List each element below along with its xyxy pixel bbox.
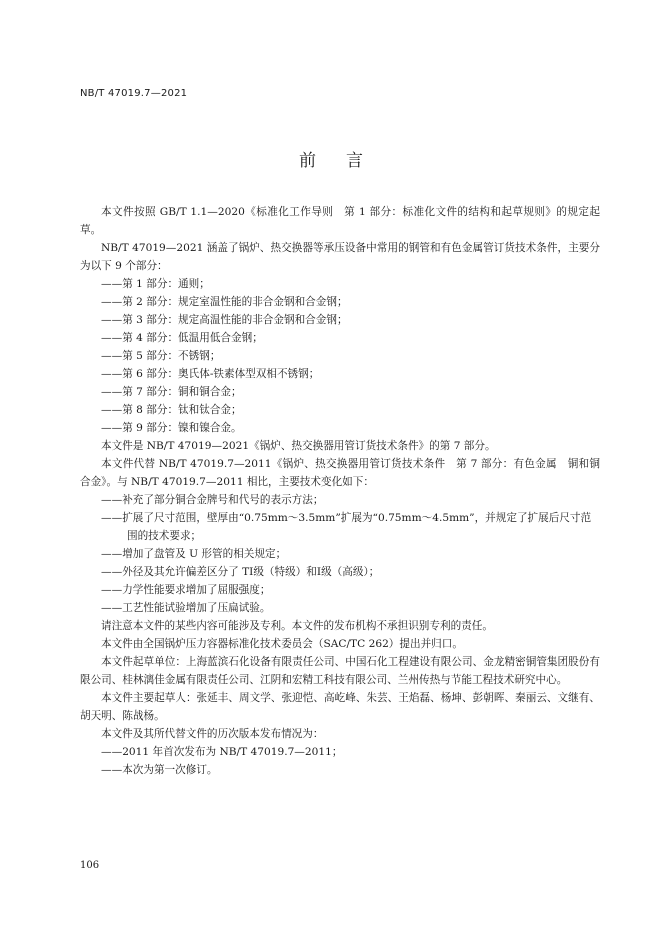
list-item-part: ——第 1 部分：通则； bbox=[101, 278, 210, 290]
list-item-change: ——扩展了尺寸范围，壁厚由“0.75mm～3.5mm”扩展为“0.75mm～4.5mm”，并规定了扩展后尺寸范围的技术要求； bbox=[101, 512, 592, 542]
list-item-part: ——第 3 部分：规定高温性能的非合金钢和合金钢； bbox=[101, 314, 348, 326]
list-item-history: ——本次为第一次修订。 bbox=[101, 764, 218, 776]
paragraph-history: 本文件及其所代替文件的历次版本发布情况为： bbox=[101, 728, 324, 740]
list-item-change: ——力学性能要求增加了屈服强度； bbox=[101, 584, 271, 596]
list-item-change: ——增加了盘管及 U 形管的相关规定； bbox=[101, 548, 287, 560]
paragraph-replacement: 本文件代替 NB/T 47019.7—2011《锅炉、热交换器用管订货技术条件 第 7 部分：有色金属 铜和铜合金》。与 NB/T 47019.7—2011 相比，主要技术变化如下： bbox=[80, 458, 600, 488]
paragraph-drafting-rules: 本文件按照 GB/T 1.1—2020《标准化工作导则 第 1 部分：标准化文件的结构和起草规则》的规定起草。 bbox=[80, 206, 600, 236]
paragraph-part-statement: 本文件是 NB/T 47019—2021《锅炉、热交换器用管订货技术条件》的第 7 部分。 bbox=[101, 440, 496, 452]
page-number: 106 bbox=[80, 860, 100, 871]
list-item-history: ——2011 年首次发布为 NB/T 47019.7—2011； bbox=[101, 746, 343, 758]
list-item-part: ——第 6 部分：奥氏体-铁素体型双相不锈钢； bbox=[101, 368, 320, 380]
paragraph-drafting-units: 本文件起草单位：上海蓝滨石化设备有限责任公司、中国石化工程建设有限公司、金龙精密铜管集团股份有限公司、桂林漓佳金属有限责任公司、江阴和宏精工科技有限公司、兰州传热与节能工程技术研究中心。 bbox=[80, 656, 600, 686]
list-item-change: ——补充了部分铜合金牌号和代号的表示方法； bbox=[101, 494, 324, 506]
list-item-part: ——第 9 部分：镍和镍合金。 bbox=[101, 422, 242, 434]
page-title: 前言 bbox=[299, 151, 393, 171]
foreword-body bbox=[80, 203, 600, 779]
list-item-part: ——第 4 部分：低温用低合金钢； bbox=[101, 332, 263, 344]
paragraph-patent-notice: 请注意本文件的某些内容可能涉及专利。本文件的发布机构不承担识别专利的责任。 bbox=[101, 620, 493, 632]
standard-code-header: NB/T 47019.7—2021 bbox=[80, 88, 188, 99]
list-item-change: ——外径及其允许偏差区分了 TⅠ级（特级）和Ⅰ级（高级）； bbox=[101, 566, 380, 578]
paragraph-proposer: 本文件由全国锅炉压力容器标准化技术委员会（SAC/TC 262）提出并归口。 bbox=[101, 638, 463, 650]
list-item-part: ——第 2 部分：规定室温性能的非合金钢和合金钢； bbox=[101, 296, 348, 308]
list-item-part: ——第 8 部分：钛和钛合金； bbox=[101, 404, 242, 416]
list-item-part: ——第 5 部分：不锈钢； bbox=[101, 350, 221, 362]
paragraph-scope: NB/T 47019—2021 涵盖了锅炉、热交换器等承压设备中常用的钢管和有色金属管订货技术条件，主要分为以下 9 个部分： bbox=[80, 242, 600, 272]
list-item-change: ——工艺性能试验增加了压扁试验。 bbox=[101, 602, 271, 614]
list-item-part: ——第 7 部分：铜和铜合金； bbox=[101, 386, 242, 398]
paragraph-drafters: 本文件主要起草人：张延丰、周文学、张迎恺、高屹峰、朱芸、王焰磊、杨坤、彭朝晖、秦丽云、文继有、胡天明、陈战杨。 bbox=[80, 692, 600, 722]
